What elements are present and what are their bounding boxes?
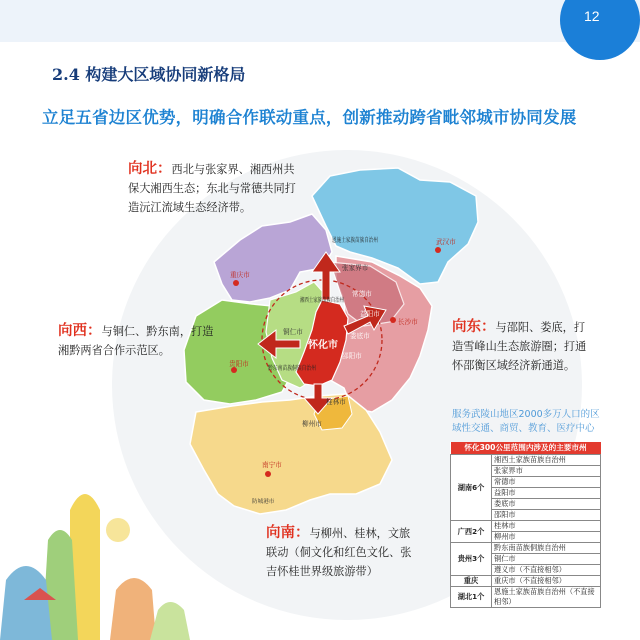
table-province-cell: 湖南6个	[451, 455, 492, 521]
callout-north-text: 西北与张家界、湘西州共保大湘西生态；东北与常德共同打造沅江流域生态经济带。	[128, 163, 296, 214]
label-fangchenggang: 防城港市	[252, 499, 275, 505]
table-city-cell: 湘西土家族苗族自治州	[492, 455, 601, 466]
table-city-cell: 遵义市（不直接相邻）	[492, 565, 601, 576]
callout-east-dir: 向东：	[452, 319, 496, 335]
table-row	[451, 576, 601, 587]
table-province-cell: 湖北1个	[451, 587, 492, 608]
table-city-cell: 柳州市	[492, 532, 601, 543]
table-city-cell: 益阳市	[492, 488, 601, 499]
label-guilin: 桂林市	[326, 398, 346, 406]
table-city-cell: 张家界市	[492, 466, 601, 477]
city-dot-chongqing	[233, 280, 239, 286]
callout-north	[128, 160, 303, 217]
label-changde: 常德市	[352, 290, 372, 298]
illustration-mountain-icon	[110, 578, 156, 640]
label-huaihua: 怀化市	[308, 340, 338, 351]
table-row	[451, 521, 601, 532]
table-province-cell: 重庆	[451, 576, 492, 587]
label-changsha: 长沙市	[398, 318, 418, 326]
decorative-illustration	[0, 470, 200, 640]
table-province-cell: 贵州3个	[451, 543, 492, 576]
table-city-cell: 桂林市	[492, 521, 601, 532]
table-city-cell: 邵阳市	[492, 510, 601, 521]
city-dot-changsha	[390, 317, 396, 323]
label-qiandongnan: 黔东南苗族侗族自治州	[268, 365, 329, 372]
section-title: 2.4 构建大区域协同新格局	[52, 65, 246, 84]
label-yiyang: 益阳市	[360, 310, 380, 318]
illustration-hill-icon	[0, 566, 52, 640]
callout-south-dir: 向南：	[266, 525, 310, 541]
callout-south-text: 与柳州、桂林，文旅联动（侗文化和红色文化、张吉怀桂世界级旅游带）	[266, 527, 412, 578]
table-city-cell: 常德市	[492, 477, 601, 488]
label-nanning: 南宁市	[262, 461, 282, 469]
label-wuhan: 武汉市	[436, 238, 456, 246]
callout-south	[266, 524, 416, 581]
table-city-cell: 重庆市（不直接相邻）	[492, 576, 601, 587]
callout-west	[58, 322, 220, 360]
table-province-cell: 广西2个	[451, 521, 492, 543]
illustration-bush-icon	[150, 602, 190, 640]
label-xiangxi: 湘西土家族苗族自治州	[300, 297, 360, 304]
label-chongqing: 重庆市	[230, 271, 250, 279]
label-liuzhou: 柳州市	[302, 420, 322, 428]
table-city-cell: 娄底市	[492, 499, 601, 510]
label-zhangjiajie: 张家界市	[342, 264, 369, 272]
table-row	[451, 587, 601, 608]
city-table	[450, 442, 601, 608]
table-city-cell: 铜仁市	[492, 554, 601, 565]
subtitle: 立足五省边区优势，明确合作联动重点，创新推动跨省毗邻城市协同发展	[42, 108, 577, 127]
table-city-cell: 恩施土家族苗族自治州（不直接相邻）	[492, 587, 601, 608]
label-guiyang: 贵阳市	[229, 360, 249, 368]
service-note: 服务武陵山地区2000多万人口的区域性交通、商贸、教育、医疗中心	[452, 409, 600, 434]
label-tongren: 铜仁市	[283, 328, 303, 336]
label-shaoyang: 邵阳市	[342, 352, 362, 360]
page-number: 12	[584, 8, 600, 24]
map-region-guangxi	[190, 394, 392, 514]
callout-west-dir: 向西：	[58, 323, 102, 339]
illustration-sun-icon	[106, 518, 130, 542]
callout-north-dir: 向北：	[128, 161, 172, 177]
city-dot-nanning	[265, 471, 271, 477]
table-row	[451, 455, 601, 466]
callout-east-text: 与邵阳、娄底，打造雪峰山生态旅游圈；打通怀邵衡区域经济新通道。	[452, 321, 587, 372]
callout-west-text: 与铜仁、黔东南，打造湘黔两省合作示范区。	[58, 325, 214, 357]
table-row	[451, 543, 601, 554]
table-city-cell: 黔东南苗族侗族自治州	[492, 543, 601, 554]
city-dot-wuhan	[435, 247, 441, 253]
callout-east	[452, 318, 587, 375]
label-loudi: 娄底市	[350, 332, 370, 340]
label-enshi: 恩施土家族苗族自治州	[332, 237, 392, 244]
table-header: 怀化300公里范围内涉及的主要市州	[451, 442, 601, 455]
